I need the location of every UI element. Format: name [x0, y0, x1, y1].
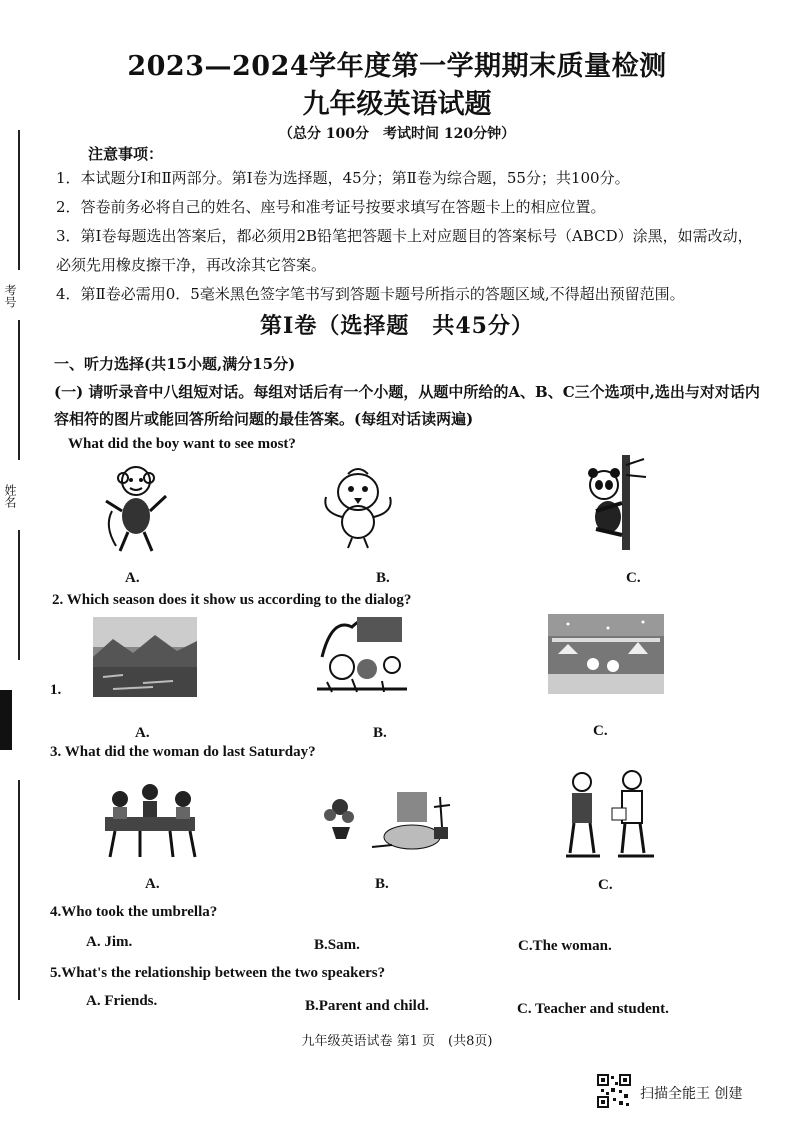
question-5: 5.What's the relationship between the two speakers?: [50, 965, 386, 981]
option-b: B.Sam.: [314, 937, 360, 953]
binding-line: [18, 320, 20, 460]
section-heading: 一、听力选择(共15小题,满分15分): [54, 355, 296, 373]
option-b: B.: [376, 570, 390, 586]
note-item: 3．第Ⅰ卷每题选出答案后，都必须用2B铅笔把答题卡上对应题目的答案标号（ABCD）涂黑，如需改动，必须先用橡皮擦干净，再改涂其它答案。: [56, 227, 753, 274]
option-b: B.: [373, 725, 387, 741]
option-a: A.: [125, 570, 140, 586]
option-a: A. Jim.: [86, 934, 133, 950]
option-c: C.The woman.: [518, 938, 612, 954]
binding-line: [18, 130, 20, 270]
question-4: 4.Who took the umbrella?: [50, 904, 218, 920]
binding-line: [18, 530, 20, 660]
question-side-number: 1.: [50, 682, 62, 698]
question-3: 3. What did the woman do last Saturday?: [50, 744, 316, 760]
note-item: 2．答卷前务必将自己的姓名、座号和准考证号按要求填写在答题卡上的相应位置。: [56, 198, 606, 216]
question-2: 2. Which season does it show us according to the dialog?: [52, 592, 412, 608]
question-1: What did the boy want to see most?: [68, 436, 296, 452]
option-a: A.: [135, 725, 150, 741]
note-item: 1．本试题分Ⅰ和Ⅱ两部分。第Ⅰ卷为选择题，45分；第Ⅱ卷为综合题，55分；共100分。: [56, 169, 630, 187]
option-b: B.: [375, 876, 389, 892]
exam-number-label: 考号: [3, 284, 17, 308]
option-c: C.: [626, 570, 641, 586]
binding-line: [18, 780, 20, 1000]
binding-mark: [0, 690, 12, 750]
page-footer: 九年级英语试卷 第1 页 (共8页): [301, 1034, 493, 1049]
name-label: 姓名: [3, 484, 17, 508]
option-b: B.Parent and child.: [305, 998, 429, 1014]
notes-heading: 注意事项：: [88, 145, 164, 163]
qr-code-icon: [597, 1074, 631, 1108]
part-title: 第Ⅰ卷（选择题 共45分）: [260, 313, 534, 339]
option-a: A.: [145, 876, 160, 892]
garden-picture: [312, 607, 412, 697]
note-item: 4．第Ⅱ卷必需用0．5毫米黑色签字笔书写到答题卡题号所指示的答题区域,不得超出预留范围。: [56, 285, 685, 303]
option-c: C. Teacher and student.: [517, 1001, 669, 1017]
plants-picture: [322, 787, 457, 857]
option-c: C.: [598, 877, 613, 893]
meeting-picture: [95, 777, 205, 862]
panda-picture: [578, 455, 648, 550]
exam-title: 2023—2024学年度第一学期期末质量检测: [127, 51, 667, 82]
option-c: C.: [593, 723, 608, 739]
snow-scene-picture: [548, 614, 664, 694]
score-info: （总分 100分 考试时间 120分钟）: [278, 126, 516, 142]
scanner-watermark: 扫描全能王 创建: [640, 1086, 743, 1102]
monkey-picture: [96, 456, 176, 556]
section-instruction: (一) 请听录音中八组短对话。每组对话后有一个小题，从题中所给的A、B、C三个选项中,选出与对对话内容相符的图片或能回答所给问题的最佳答案。(每组对话读两遍): [54, 383, 760, 428]
option-a: A. Friends.: [86, 993, 158, 1009]
landscape-picture: [93, 617, 197, 697]
exam-subject-title: 九年级英语试题: [302, 89, 492, 120]
bird-picture: [318, 462, 398, 552]
interview-picture: [560, 768, 660, 863]
